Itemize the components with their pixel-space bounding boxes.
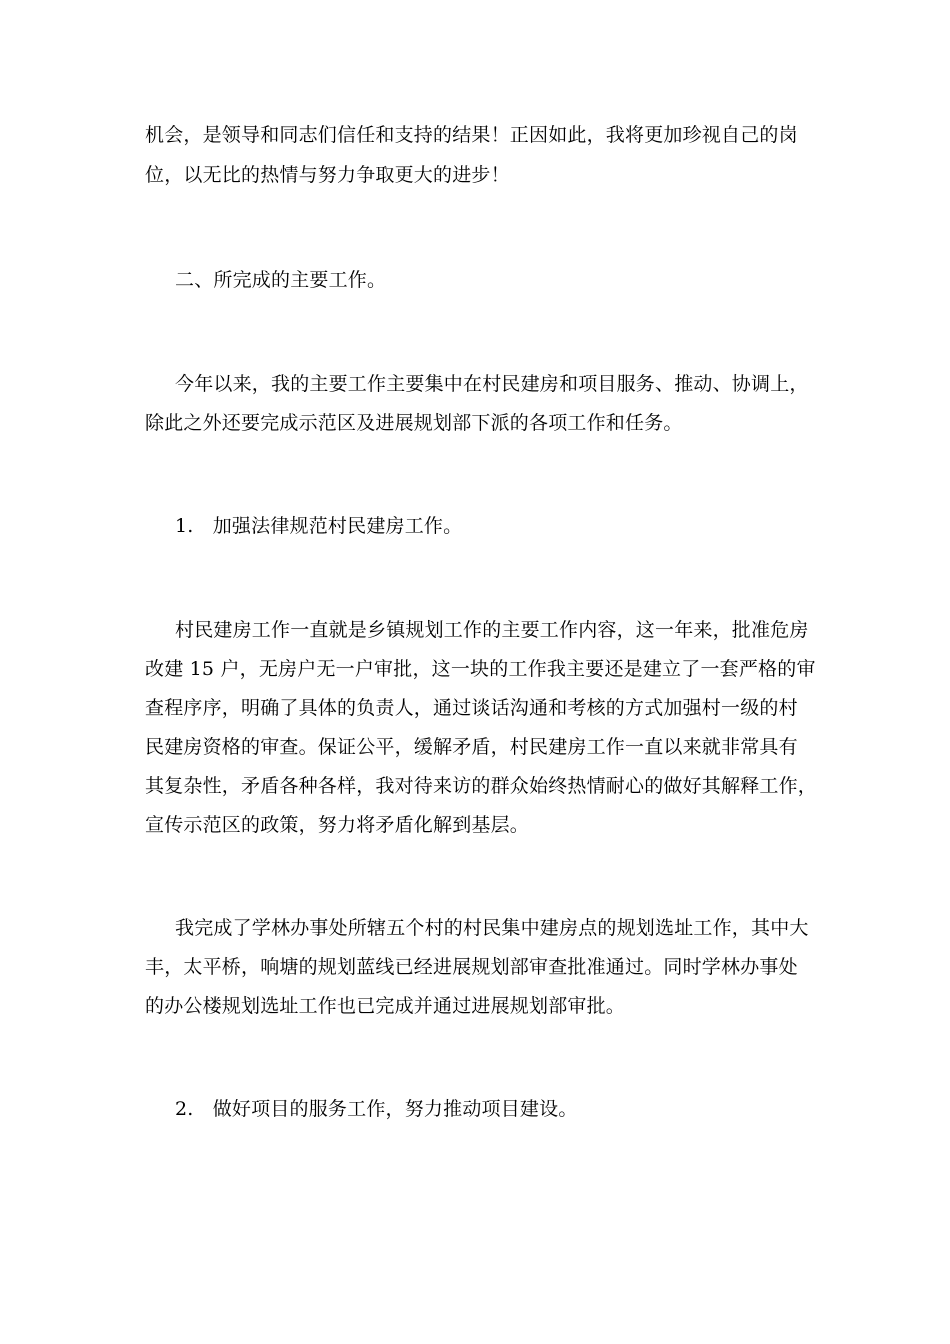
paragraph-line: 除此之外还要完成示范区及进展规划部下派的各项工作和任务。 <box>145 412 683 434</box>
paragraph-line: 改建 15 户，无房户无一户审批，这一块的工作我主要还是建立了一套严格的审 <box>145 658 816 680</box>
paragraph-line: 的办公楼规划选址工作也已完成并通过进展规划部审批。 <box>145 995 626 1017</box>
paragraph-line: 丰，太平桥，响塘的规划蓝线已经进展规划部审查批准通过。同时学林办事处 <box>145 956 798 978</box>
paragraph-line: 我完成了学林办事处所辖五个村的村民集中建房点的规划选址工作，其中大 <box>175 917 809 939</box>
list-item-heading: 1. 加强法律规范村民建房工作。 <box>175 515 463 537</box>
paragraph-line: 位，以无比的热情与努力争取更大的进步！ <box>145 164 510 186</box>
section-heading: 二、所完成的主要工作。 <box>175 269 387 291</box>
paragraph-line: 机会，是领导和同志们信任和支持的结果！正因如此，我将更加珍视自己的岗 <box>145 124 798 146</box>
paragraph-line: 查程序序，明确了具体的负责人，通过谈话沟通和考核的方式加强村一级的村 <box>145 697 798 719</box>
paragraph-line: 今年以来，我的主要工作主要集中在村民建房和项目服务、推动、协调上， <box>175 373 809 395</box>
paragraph-line: 民建房资格的审查。保证公平，缓解矛盾，村民建房工作一直以来就非常具有 <box>145 736 798 758</box>
paragraph-line: 其复杂性，矛盾各种各样，我对待来访的群众始终热情耐心的做好其解释工作， <box>145 775 818 797</box>
list-item-heading: 2. 做好项目的服务工作，努力推动项目建设。 <box>175 1098 578 1120</box>
paragraph-line: 宣传示范区的政策，努力将矛盾化解到基层。 <box>145 814 530 836</box>
paragraph-line: 村民建房工作一直就是乡镇规划工作的主要工作内容，这一年来，批准危房 <box>175 619 809 641</box>
